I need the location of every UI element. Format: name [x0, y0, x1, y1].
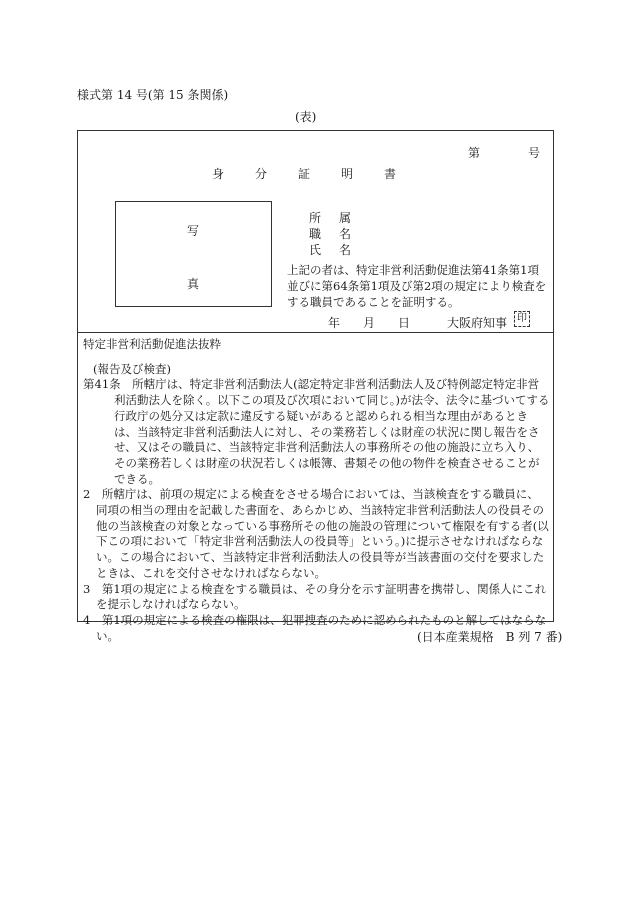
title-char: 分: [255, 167, 268, 181]
law-article: 第41条 所轄庁は、特定非営利活動法人(認定特定非営利活動法人及び特例認定特定非営利活動法人を除く。以下この項及び次項において同じ。)が法令、法令に基づいてする行政庁の処分又は定款に違反する疑いがあると認められる相当な理由があるときは、当該特定非営利活動法人に対し、その業務若しくは財産の状況に関し報告をさせ、又はその職員に、当該特定非営利活動法人の事務所その他の施設に立ち入り、その業務若しくは財産の状況若しくは帳簿、書類その他の物件を検査させることができる。: [83, 377, 550, 486]
number-prefix: 第: [468, 146, 481, 160]
photo-label-bottom: 真: [187, 277, 200, 291]
law-article-paragraph: 4 第1項の規定による検査の権限は、犯罪捜査のために認められたものと解してはならない。: [83, 612, 547, 643]
field-char: 所: [309, 211, 322, 225]
field-char: 名: [339, 227, 352, 241]
field-char: 名: [339, 243, 352, 257]
law-heading: 特定非営利活動促進法抜粋: [83, 337, 221, 351]
title-char: 書: [384, 167, 397, 181]
form-number-label: 様式第 14 号(第 15 条関係): [77, 88, 229, 102]
section-divider: [77, 332, 554, 333]
size-standard-note: (日本産業規格 B 列 7 番): [417, 630, 563, 644]
field-affiliation: [309, 209, 369, 226]
law-caption: (報告及び検査): [93, 361, 171, 376]
title-char: 身: [212, 167, 225, 181]
title-char: 明: [341, 167, 354, 181]
field-char: 属: [339, 211, 352, 225]
field-char: 氏: [309, 243, 322, 257]
photo-box: [115, 201, 272, 307]
date-year: 年: [328, 316, 341, 330]
law-article-paragraph: 3 第1項の規定による検査をする職員は、その身分を示す証明書を携帯し、関係人にこれを提示しなければならない。: [83, 581, 547, 612]
number-suffix: 号: [528, 146, 541, 160]
date-day: 日: [398, 316, 411, 330]
seal-mark: 印: [514, 311, 530, 327]
photo-label-top: 写: [187, 224, 200, 238]
issuer-name: 大阪府知事: [447, 316, 508, 330]
field-position: [309, 225, 369, 242]
card-title: [212, 165, 427, 182]
law-article-paragraph: 2 所轄庁は、前項の規定による検査をさせる場合においては、当該検査をする職員に、同項の相当の理由を記載した書面を、あらかじめ、当該特定非営利活動法人の役員その他の当該検査の対象となっている事務所その他の施設の管理について権限を有する者(以下この項において「特定非営利活動法人の役員等」という。)に提示させなければならない。この場合において、当該特定非営利活動法人の役員等が当該書面の交付を要求したときは、これを交付させなければならない。: [83, 487, 549, 580]
field-name: [309, 241, 369, 258]
date-month: 月: [363, 316, 376, 330]
field-char: 職: [309, 227, 322, 241]
certification-text: 上記の者は、特定非営利活動促進法第41条第1項並びに第64条第1項及び第2項の規定により検査をする職員であることを証明する。: [287, 263, 547, 309]
side-label: (表): [295, 110, 317, 124]
law-excerpt: [83, 337, 550, 644]
title-char: 証: [298, 167, 311, 181]
